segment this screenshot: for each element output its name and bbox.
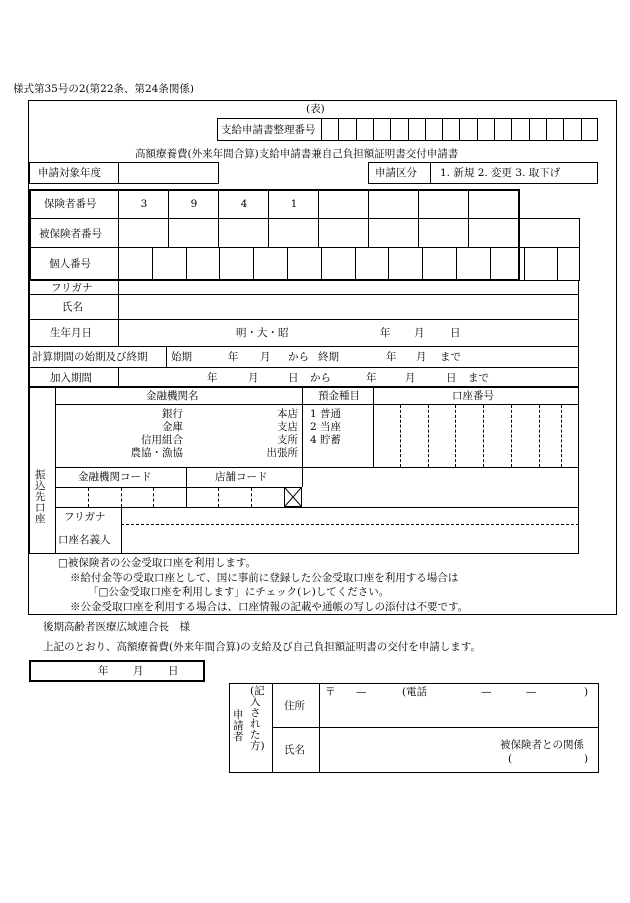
date-month: 月 <box>133 665 144 677</box>
branch-type-sub[interactable]: 出張所 <box>266 447 298 459</box>
date-box[interactable] <box>29 660 205 682</box>
calc-year: 年 <box>228 351 239 363</box>
application-type-label: 申請区分 <box>375 167 417 179</box>
birthdate-eras[interactable]: 明・大・昭 <box>236 327 289 339</box>
bank-name-header: 金融機関名 <box>146 390 199 402</box>
enroll-until: まで <box>468 372 489 384</box>
cell-divider <box>338 118 339 141</box>
birthdate-label: 生年月日 <box>50 327 92 339</box>
deposit-type-ordinary[interactable]: 1 普通 <box>310 408 342 420</box>
enroll-from: から <box>310 372 331 384</box>
relationship-close: ) <box>584 753 589 765</box>
cell-divider <box>519 218 520 247</box>
birthdate-month: 月 <box>414 327 425 339</box>
cell-divider <box>524 247 525 280</box>
applicant-note: (記入された方) <box>250 685 265 752</box>
public-account-checkbox[interactable]: □被保険者の公金受取口座を利用します。 <box>58 557 257 569</box>
account-furigana-label: フリガナ <box>64 511 106 523</box>
form-title: 高額療養費(外来年間合算)支給申請書兼自己負担額証明書交付申請書 <box>135 148 459 160</box>
phone-close: ) <box>584 686 589 698</box>
calc-year: 年 <box>386 351 397 363</box>
postal-dash: — <box>356 686 367 698</box>
bank-code-label: 金融機関コード <box>78 471 152 483</box>
branch-type-branch[interactable]: 支店 <box>277 421 298 433</box>
deposit-type-current[interactable]: 2 当座 <box>310 421 342 433</box>
furigana-label: フリガナ <box>51 282 93 294</box>
insurer-digit: 4 <box>240 198 248 210</box>
deposit-type-header: 預金種目 <box>318 390 360 402</box>
insurer-digit: 9 <box>190 198 198 210</box>
cell-divider <box>118 247 119 280</box>
page-side: (表) <box>306 103 325 115</box>
branch-code-void-box <box>284 487 302 507</box>
form-id: 様式第35号の2(第22条、第24条関係) <box>13 83 194 95</box>
addressee: 後期高齢者医療広域連合長 様 <box>43 621 190 633</box>
cell-divider <box>373 118 374 141</box>
cell-divider <box>455 405 456 467</box>
birthdate-day: 日 <box>450 327 461 339</box>
insured-number-label: 被保険者番号 <box>39 228 102 240</box>
deposit-type-savings[interactable]: 4 貯蓄 <box>310 434 342 446</box>
insurer-digit: 1 <box>290 198 298 210</box>
public-account-note: 「□公金受取口座を利用します」にチェック(レ)してください。 <box>88 586 390 598</box>
enroll-year: 年 <box>207 372 218 384</box>
cell-divider <box>539 405 540 467</box>
birthdate-year: 年 <box>380 327 391 339</box>
cell-divider <box>152 247 153 280</box>
calc-from: から <box>288 351 309 363</box>
enroll-year: 年 <box>366 372 377 384</box>
cell-divider <box>561 405 562 467</box>
calc-month: 月 <box>416 351 427 363</box>
cell-divider <box>442 118 443 141</box>
account-number-header: 口座番号 <box>452 390 494 402</box>
cell-divider <box>287 247 288 280</box>
bank-type-shinkin[interactable]: 金庫 <box>162 421 183 433</box>
cell-divider <box>511 405 512 467</box>
phone-label: (電話 <box>402 686 428 698</box>
cell-divider <box>355 247 356 280</box>
bank-type-credit-union[interactable]: 信用組合 <box>141 434 183 446</box>
declaration: 上記のとおり、高額療養費(外来年間合算)の支給及び自己負担額証明書の交付を申請します。 <box>43 641 481 653</box>
cell-divider <box>529 118 530 141</box>
cell-divider <box>477 118 478 141</box>
cell-divider <box>368 189 369 247</box>
date-day: 日 <box>168 665 179 677</box>
address-label: 住所 <box>284 700 305 712</box>
cell-divider <box>422 247 423 280</box>
applicant-name-label: 氏名 <box>284 744 305 756</box>
cross-icon <box>285 488 301 506</box>
phone-dash: — <box>481 686 492 698</box>
personal-number-label: 個人番号 <box>49 258 91 270</box>
applicant-label: 申請者 <box>233 709 244 743</box>
cell-divider <box>490 247 491 280</box>
enroll-day: 日 <box>446 372 457 384</box>
calc-until: まで <box>440 351 461 363</box>
cell-divider <box>253 247 254 280</box>
branch-type-head[interactable]: 本店 <box>277 408 298 420</box>
applicant-name-input[interactable] <box>320 728 490 772</box>
cell-divider <box>468 189 469 247</box>
cell-divider <box>268 189 269 247</box>
cell-divider <box>318 189 319 247</box>
cell-divider <box>418 189 419 247</box>
insurer-number-label: 保険者番号 <box>44 198 97 210</box>
cell-divider <box>425 118 426 141</box>
cell-divider <box>218 189 219 247</box>
enroll-month: 月 <box>405 372 416 384</box>
cell-divider <box>563 118 564 141</box>
insurer-digit: 3 <box>140 198 148 210</box>
branch-type-office[interactable]: 支所 <box>277 434 298 446</box>
bank-section-label: 振込先口座 <box>35 469 46 525</box>
cell-divider <box>456 247 457 280</box>
cell-divider <box>219 247 220 280</box>
control-number-label: 支給申請書整理番号 <box>221 124 316 136</box>
cell-divider <box>186 247 187 280</box>
cell-divider <box>494 118 495 141</box>
calc-period-label: 計算期間の始期及び終期 <box>32 351 148 363</box>
branch-code-label: 店舗コード <box>215 471 268 483</box>
cell-divider <box>511 118 512 141</box>
cell-divider <box>483 405 484 467</box>
personal-info-box <box>29 280 579 387</box>
cell-divider <box>557 247 558 280</box>
cell-divider <box>321 247 322 280</box>
account-holder-label: 口座名義人 <box>58 534 111 546</box>
cell-divider <box>321 118 322 141</box>
cell-divider <box>408 118 409 141</box>
cell-divider <box>388 247 389 280</box>
bank-type-bank[interactable]: 銀行 <box>162 408 183 420</box>
target-year-label: 申請対象年度 <box>38 167 101 179</box>
relationship-label: 被保険者との関係 <box>500 739 584 751</box>
cell-divider <box>118 189 119 247</box>
name-label: 氏名 <box>62 301 83 313</box>
postal-mark: 〒 <box>325 686 336 698</box>
cell-divider <box>168 189 169 247</box>
cell-divider <box>400 405 401 467</box>
calc-period-end: 終期 <box>318 351 339 363</box>
date-year: 年 <box>98 665 109 677</box>
calc-period-start: 始期 <box>171 351 192 363</box>
relationship-open: ( <box>508 753 513 765</box>
target-year-input[interactable] <box>119 163 218 183</box>
cell-divider <box>428 405 429 467</box>
cell-divider <box>546 118 547 141</box>
enroll-month: 月 <box>248 372 259 384</box>
phone-dash: — <box>526 686 537 698</box>
enroll-day: 日 <box>288 372 299 384</box>
cell-divider <box>390 118 391 141</box>
cell-divider <box>459 118 460 141</box>
enroll-period-label: 加入期間 <box>50 372 92 384</box>
address-input[interactable] <box>320 700 598 726</box>
cell-divider <box>581 118 582 141</box>
bank-type-ja[interactable]: 農協・漁協 <box>130 447 183 459</box>
public-account-note: ※給付金等の受取口座として、国に事前に登録した公金受取口座を利用する場合は <box>70 572 459 584</box>
cell-divider <box>356 118 357 141</box>
public-account-note: ※公金受取口座を利用する場合は、口座情報の記載や通帳の写しの添付は不要です。 <box>70 601 469 613</box>
calc-month: 月 <box>260 351 271 363</box>
application-type-options[interactable]: 1. 新規 2. 変更 3. 取下げ <box>440 167 561 179</box>
